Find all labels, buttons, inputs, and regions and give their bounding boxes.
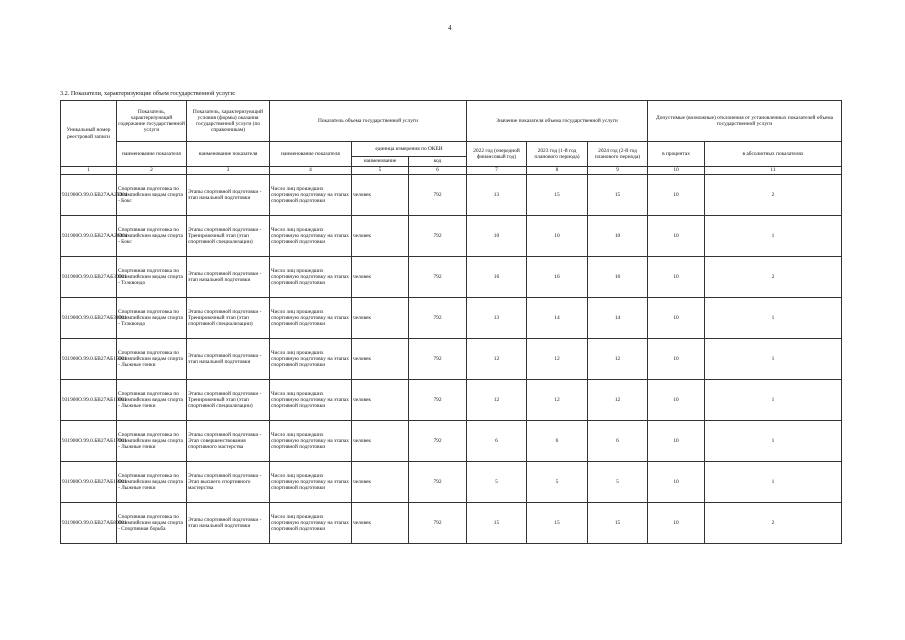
- header-volume-name: наименование показателя: [270, 142, 352, 167]
- value-2023-cell: 5: [527, 462, 588, 503]
- indicator-name-cell: Число лиц прошедших спортивную подготовку на этапах спортивной подготовки: [270, 298, 352, 339]
- value-2024-cell: 12: [588, 339, 648, 380]
- header-in-percent: в процентах: [648, 142, 705, 167]
- table-row: [61, 339, 842, 380]
- column-numbers-row: [61, 167, 842, 175]
- column-number: 9: [588, 167, 648, 175]
- table-row: [61, 421, 842, 462]
- header-year-2023: 2023 год (1-й год планового периода): [527, 142, 588, 167]
- deviation-percent-cell: 10: [648, 216, 705, 257]
- value-2022-cell: 12: [467, 380, 527, 421]
- okei-code-cell: 792: [409, 339, 467, 380]
- column-number: 8: [527, 167, 588, 175]
- value-2022-cell: 16: [467, 257, 527, 298]
- value-2023-cell: 16: [527, 257, 588, 298]
- column-number: 7: [467, 167, 527, 175]
- conditions-cell: Этапы спортивной подготовки - этап начальной подготовки: [187, 503, 270, 544]
- value-2024-cell: 6: [588, 421, 648, 462]
- content-cell: Спортивная подготовка по Олимпийским видам спорта - Бокс: [117, 175, 187, 216]
- value-2024-cell: 15: [588, 503, 648, 544]
- column-number: 1: [61, 167, 117, 175]
- conditions-cell: Этапы спортивной подготовки - Тренировочный этап (этап спортивной специализации): [187, 216, 270, 257]
- registry-code-cell: 931900О.99.0.БВ27АБ17001: [61, 421, 117, 462]
- deviation-percent-cell: 10: [648, 421, 705, 462]
- unit-name-cell: человек: [352, 462, 409, 503]
- content-cell: Спортивная подготовка по Олимпийским видам спорта - Тхэквондо: [117, 298, 187, 339]
- registry-code-cell: 931900О.99.0.БВ27АБ30001: [61, 257, 117, 298]
- deviation-percent-cell: 10: [648, 462, 705, 503]
- conditions-cell: Этапы спортивной подготовки - Тренировочный этап (этап спортивной специализации): [187, 298, 270, 339]
- unit-name-cell: человек: [352, 339, 409, 380]
- header-okei-code: код: [409, 157, 467, 167]
- deviation-absolute-cell: 1: [705, 380, 842, 421]
- page-number: 4: [448, 24, 452, 32]
- content-cell: Спортивная подготовка по Олимпийским видам спорта - Тхэквондо: [117, 257, 187, 298]
- unit-name-cell: человек: [352, 216, 409, 257]
- okei-code-cell: 792: [409, 380, 467, 421]
- unit-name-cell: человек: [352, 380, 409, 421]
- indicator-name-cell: Число лиц прошедших спортивную подготовку на этапах спортивной подготовки: [270, 503, 352, 544]
- content-cell: Спортивная подготовка по Олимпийским видам спорта - Лыжные гонки: [117, 421, 187, 462]
- value-2022-cell: 13: [467, 298, 527, 339]
- deviation-percent-cell: 10: [648, 298, 705, 339]
- table-row: [61, 175, 842, 216]
- deviation-percent-cell: 10: [648, 380, 705, 421]
- deviation-percent-cell: 10: [648, 175, 705, 216]
- unit-name-cell: человек: [352, 503, 409, 544]
- section-title: 3.2. Показатели, характеризующие объем государственной услуги:: [60, 90, 236, 97]
- column-number: 10: [648, 167, 705, 175]
- volume-indicators-table: [60, 100, 842, 544]
- unit-name-cell: человек: [352, 175, 409, 216]
- value-2022-cell: 6: [467, 421, 527, 462]
- value-2023-cell: 15: [527, 175, 588, 216]
- column-number: 5: [352, 167, 409, 175]
- table-row: [61, 216, 842, 257]
- value-2023-cell: 12: [527, 380, 588, 421]
- header-volume-indicator: Показатель объема государственной услуги: [270, 101, 467, 142]
- indicator-name-cell: Число лиц прошедших спортивную подготовку на этапах спортивной подготовки: [270, 380, 352, 421]
- indicator-name-cell: Число лиц прошедших спортивную подготовку на этапах спортивной подготовки: [270, 421, 352, 462]
- column-number: 11: [705, 167, 842, 175]
- registry-code-cell: 931900О.99.0.БВ27АБ31001: [61, 298, 117, 339]
- registry-code-cell: 931900О.99.0.БВ27АБ16001: [61, 380, 117, 421]
- column-number: 4: [270, 167, 352, 175]
- value-2023-cell: 12: [527, 339, 588, 380]
- value-2022-cell: 5: [467, 462, 527, 503]
- column-number: 2: [117, 167, 187, 175]
- value-2023-cell: 6: [527, 421, 588, 462]
- deviation-absolute-cell: 1: [705, 421, 842, 462]
- value-2024-cell: 14: [588, 298, 648, 339]
- indicator-name-cell: Число лиц прошедших спортивную подготовку на этапах спортивной подготовки: [270, 339, 352, 380]
- header-conditions-indicator: Показатель, характеризующий условия (формы) оказания государственной услуги (по справочникам): [187, 101, 270, 142]
- deviation-absolute-cell: 1: [705, 216, 842, 257]
- conditions-cell: Этапы спортивной подготовки - этап начальной подготовки: [187, 339, 270, 380]
- conditions-cell: Этапы спортивной подготовки - этап начальной подготовки: [187, 175, 270, 216]
- okei-code-cell: 792: [409, 421, 467, 462]
- value-2022-cell: 12: [467, 339, 527, 380]
- deviation-absolute-cell: 2: [705, 503, 842, 544]
- registry-code-cell: 931900О.99.0.БВ27АА25001: [61, 175, 117, 216]
- header-deviations: Допустимые (возможные) отклонения от установленных показателей объема государственной услуги: [648, 101, 842, 142]
- value-2024-cell: 12: [588, 380, 648, 421]
- value-2024-cell: 5: [588, 462, 648, 503]
- header-unique-number: Уникальный номер реестровой записи: [61, 101, 117, 167]
- content-cell: Спортивная подготовка по Олимпийским видам спорта - Лыжные гонки: [117, 339, 187, 380]
- deviation-percent-cell: 10: [648, 339, 705, 380]
- table-row: [61, 380, 842, 421]
- indicator-name-cell: Число лиц прошедших спортивную подготовку на этапах спортивной подготовки: [270, 257, 352, 298]
- conditions-cell: Этапы спортивной подготовки - этап начальной подготовки: [187, 257, 270, 298]
- header-conditions-name: наименование показателя: [187, 142, 270, 167]
- header-content-name: наименование показателя: [117, 142, 187, 167]
- registry-code-cell: 931900О.99.0.БВ27АБ15001: [61, 339, 117, 380]
- value-2023-cell: 15: [527, 503, 588, 544]
- okei-code-cell: 792: [409, 175, 467, 216]
- content-cell: Спортивная подготовка по Олимпийским видам спорта - Бокс: [117, 216, 187, 257]
- okei-code-cell: 792: [409, 216, 467, 257]
- unit-name-cell: человек: [352, 421, 409, 462]
- indicator-name-cell: Число лиц прошедших спортивную подготовку на этапах спортивной подготовки: [270, 462, 352, 503]
- header-okei-name: наименование: [352, 157, 409, 167]
- column-number: 6: [409, 167, 467, 175]
- indicator-name-cell: Число лиц прошедших спортивную подготовку на этапах спортивной подготовки: [270, 175, 352, 216]
- value-2024-cell: 15: [588, 175, 648, 216]
- deviation-absolute-cell: 1: [705, 462, 842, 503]
- deviation-absolute-cell: 1: [705, 298, 842, 339]
- deviation-absolute-cell: 2: [705, 257, 842, 298]
- okei-code-cell: 792: [409, 257, 467, 298]
- registry-code-cell: 931900О.99.0.БВ27АБ18001: [61, 462, 117, 503]
- deviation-percent-cell: 10: [648, 257, 705, 298]
- deviation-percent-cell: 10: [648, 503, 705, 544]
- value-2024-cell: 16: [588, 257, 648, 298]
- okei-code-cell: 792: [409, 298, 467, 339]
- value-2022-cell: 10: [467, 216, 527, 257]
- value-2024-cell: 10: [588, 216, 648, 257]
- value-2022-cell: 15: [467, 503, 527, 544]
- registry-code-cell: 931900О.99.0.БВ27АА26001: [61, 216, 117, 257]
- value-2023-cell: 14: [527, 298, 588, 339]
- header-okei-unit: единица измерения по ОКЕИ: [352, 142, 467, 157]
- header-in-absolute: в абсолютных показателях: [705, 142, 842, 167]
- content-cell: Спортивная подготовка по Олимпийским видам спорта - Спортивная борьба: [117, 503, 187, 544]
- content-cell: Спортивная подготовка по Олимпийским видам спорта - Лыжные гонки: [117, 462, 187, 503]
- column-number: 3: [187, 167, 270, 175]
- header-content-indicator: Показатель, характеризующий содержание государственной услуги: [117, 101, 187, 142]
- value-2022-cell: 13: [467, 175, 527, 216]
- okei-code-cell: 792: [409, 462, 467, 503]
- conditions-cell: Этапы спортивной подготовки - Этап высшего спортивного мастерства: [187, 462, 270, 503]
- header-year-2024: 2024 год (2-й год планового периода): [588, 142, 648, 167]
- deviation-absolute-cell: 2: [705, 175, 842, 216]
- header-year-2022: 2022 год (очередной финансовый год): [467, 142, 527, 167]
- conditions-cell: Этапы спортивной подготовки - Тренировочный этап (этап спортивной специализации): [187, 380, 270, 421]
- okei-code-cell: 792: [409, 503, 467, 544]
- header-volume-value: Значение показателя объема государственной услуги: [467, 101, 648, 142]
- deviation-absolute-cell: 1: [705, 339, 842, 380]
- conditions-cell: Этапы спортивной подготовки - Этап совершенствования спортивного мастерства: [187, 421, 270, 462]
- table-row: [61, 298, 842, 339]
- indicator-name-cell: Число лиц прошедших спортивную подготовку на этапах спортивной подготовки: [270, 216, 352, 257]
- value-2023-cell: 10: [527, 216, 588, 257]
- unit-name-cell: человек: [352, 257, 409, 298]
- table-row: [61, 257, 842, 298]
- table-row: [61, 503, 842, 544]
- unit-name-cell: человек: [352, 298, 409, 339]
- table-row: [61, 462, 842, 503]
- registry-code-cell: 931900О.99.0.БВ27АБ80001: [61, 503, 117, 544]
- content-cell: Спортивная подготовка по Олимпийским видам спорта - Лыжные гонки: [117, 380, 187, 421]
